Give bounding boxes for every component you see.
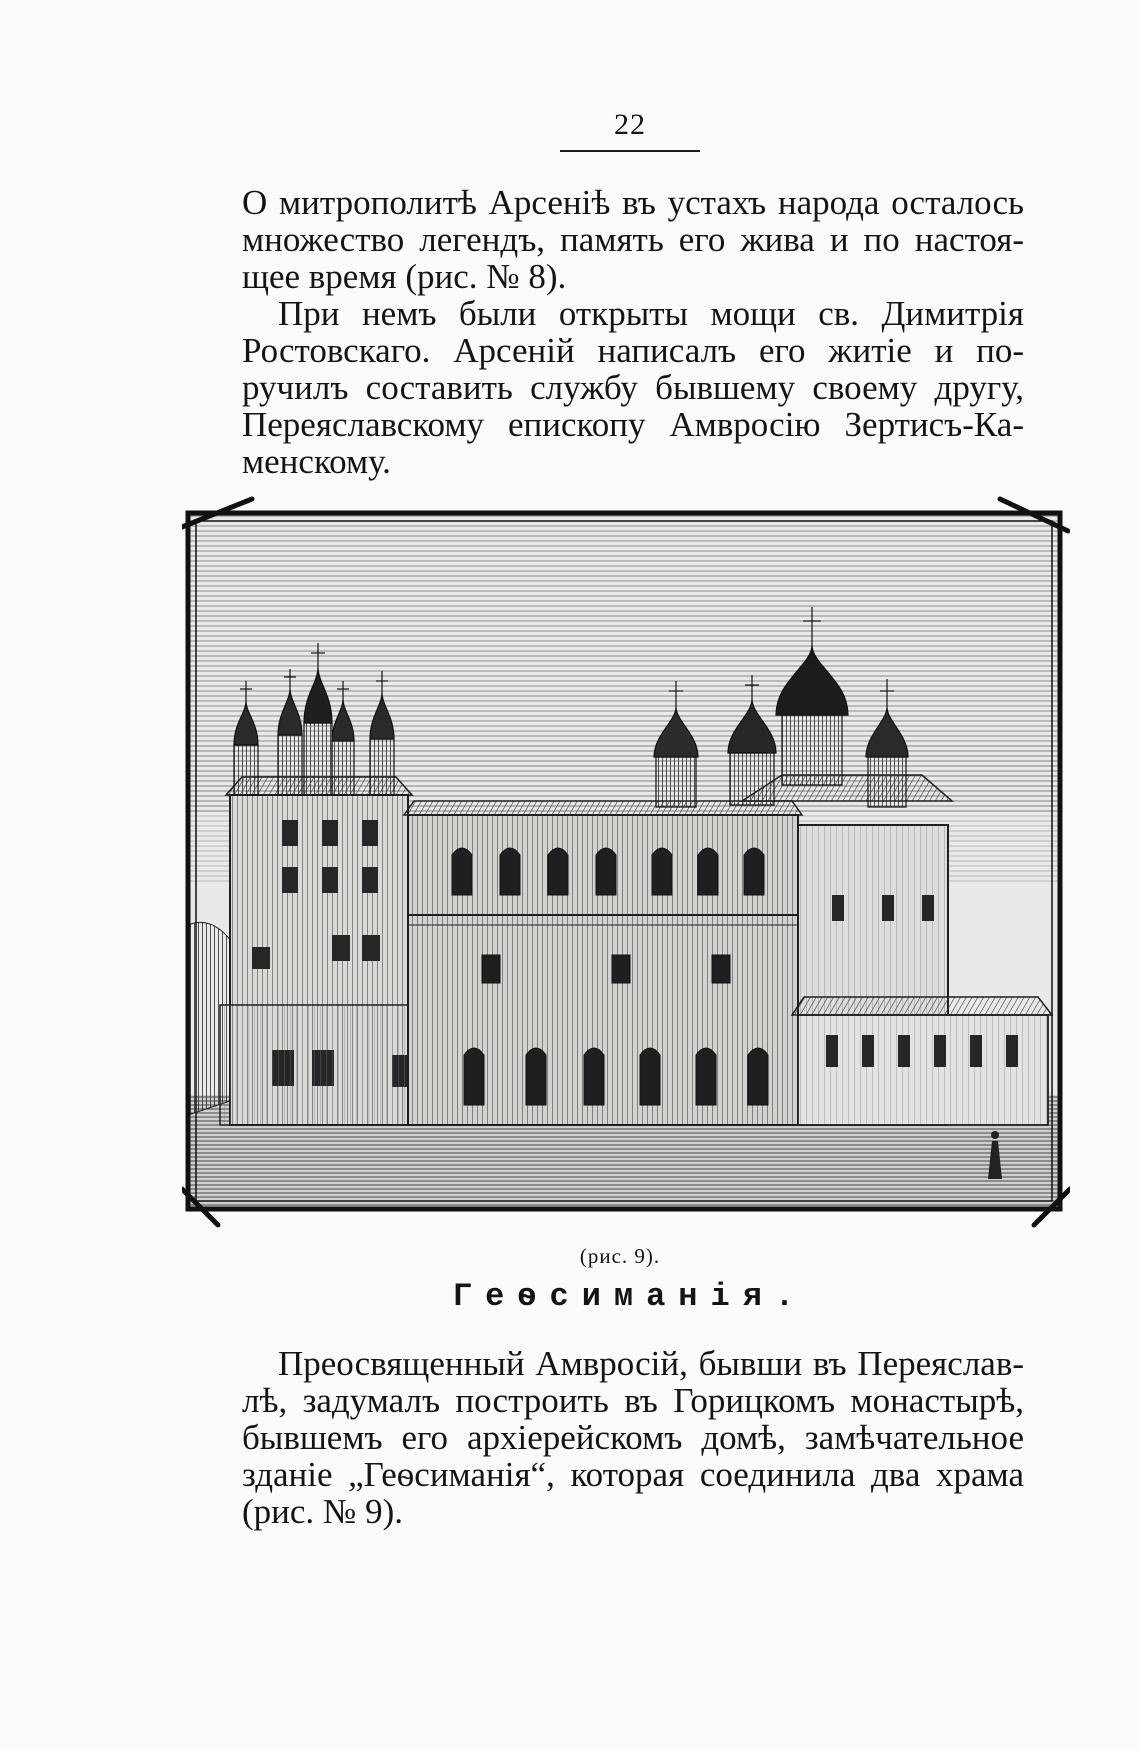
second-paragraph-line: ручилъ составить службу бывшему своему другу, [242,368,1024,407]
second-paragraph-line: Переяславскому епископу Амвросію Зертисъ-Ка- [242,405,1024,444]
second-paragraph-line: При немъ были открыты мощи св. Димитрія [278,294,1024,333]
intro-line: щее время (рис. № 8). [242,257,567,296]
closing-line: лѣ, задумалъ построить въ Горицкомъ монастырѣ, [242,1381,1024,1420]
intro-text [242,184,1024,480]
second-paragraph-line: менскому. [242,442,391,481]
closing-line: (рис. № 9). [242,1492,403,1531]
figure-title: Геѳсиманія. [452,1278,808,1315]
closing-line: Преосвященный Амвросій, бывши въ Переяслав- [278,1344,1024,1383]
figure-caption: (рис. 9). [579,1244,661,1268]
page-number: 22 [614,108,646,141]
closing-line: бывшемъ его архіерейскомъ домѣ, замѣчательное [242,1418,1024,1457]
page-number-rule [560,150,700,152]
closing-text [242,1345,1024,1530]
monastery-engraving [182,495,1070,1233]
intro-line: О митрополитѣ Арсеніѣ въ устахъ народа осталось [242,183,1024,222]
second-paragraph-line: Ростовскаго. Арсеній написалъ его житіе и по- [242,331,1024,370]
intro-line: множество легендъ, память его жива и по настоя- [242,220,1024,259]
closing-line: зданіе „Геѳсиманія“, которая соединила два храма [242,1455,1024,1494]
